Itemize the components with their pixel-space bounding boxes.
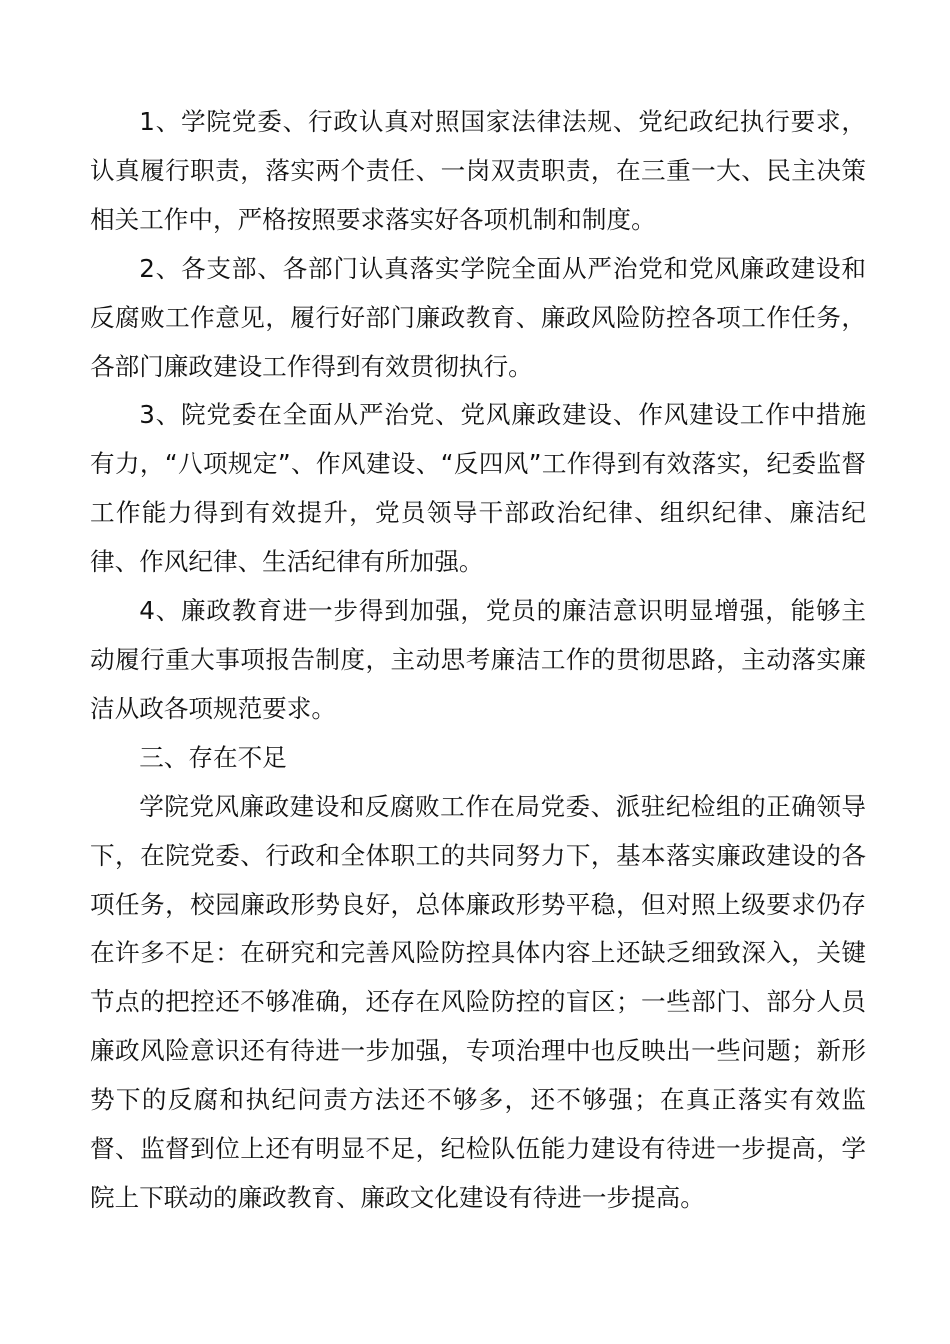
paragraph-item-3: 3、院党委在全面从严治党、党风廉政建设、作风建设工作中措施有力，“八项规定”、作风建设、“反四风”工作得到有效落实，纪委监督工作能力得到有效提升，党员领导干部政治纪律、组织纪律、廉洁纪律、作风纪律、生活纪律有所加强。: [90, 400, 866, 577]
paragraph-shortcomings: 学院党风廉政建设和反腐败工作在局党委、派驻纪检组的正确领导下，在院党委、行政和全体职工的共同努力下，基本落实廉政建设的各项任务，校园廉政形势良好，总体廉政形势平稳，但对照上级要求仍存在许多不足：在研究和完善风险防控具体内容上还缺乏细致深入，关键节点的把控还不够准确，还存在风险防控的盲区；一些部门、部分人员廉政风险意识还有待进一步加强，专项治理中也反映出一些问题；新形势下的反腐和执纪问责方法还不够多，还不够强；在真正落实有效监督、监督到位上还有明显不足，纪检队伍能力建设有待进一步提高，学院上下联动的廉政教育、廉政文化建设有待进一步提高。: [90, 791, 866, 1212]
paragraph-item-2: 2、各支部、各部门认真落实学院全面从严治党和党风廉政建设和反腐败工作意见，履行好部门廉政教育、廉政风险防控各项工作任务，各部门廉政建设工作得到有效贯彻执行。: [90, 253, 866, 381]
paragraph-item-4: 4、廉政教育进一步得到加强，党员的廉洁意识明显增强，能够主动履行重大事项报告制度，主动思考廉洁工作的贯彻思路，主动落实廉洁从政各项规范要求。: [90, 596, 866, 723]
document-body: [90, 98, 866, 1223]
paragraph-item-1: 1、学院党委、行政认真对照国家法律法规、党纪政纪执行要求，认真履行职责，落实两个责任、一岗双责职责，在三重一大、民主决策相关工作中，严格按照要求落实好各项机制和制度。: [90, 107, 866, 234]
section-heading-shortcomings: 三、存在不足: [139, 742, 287, 772]
